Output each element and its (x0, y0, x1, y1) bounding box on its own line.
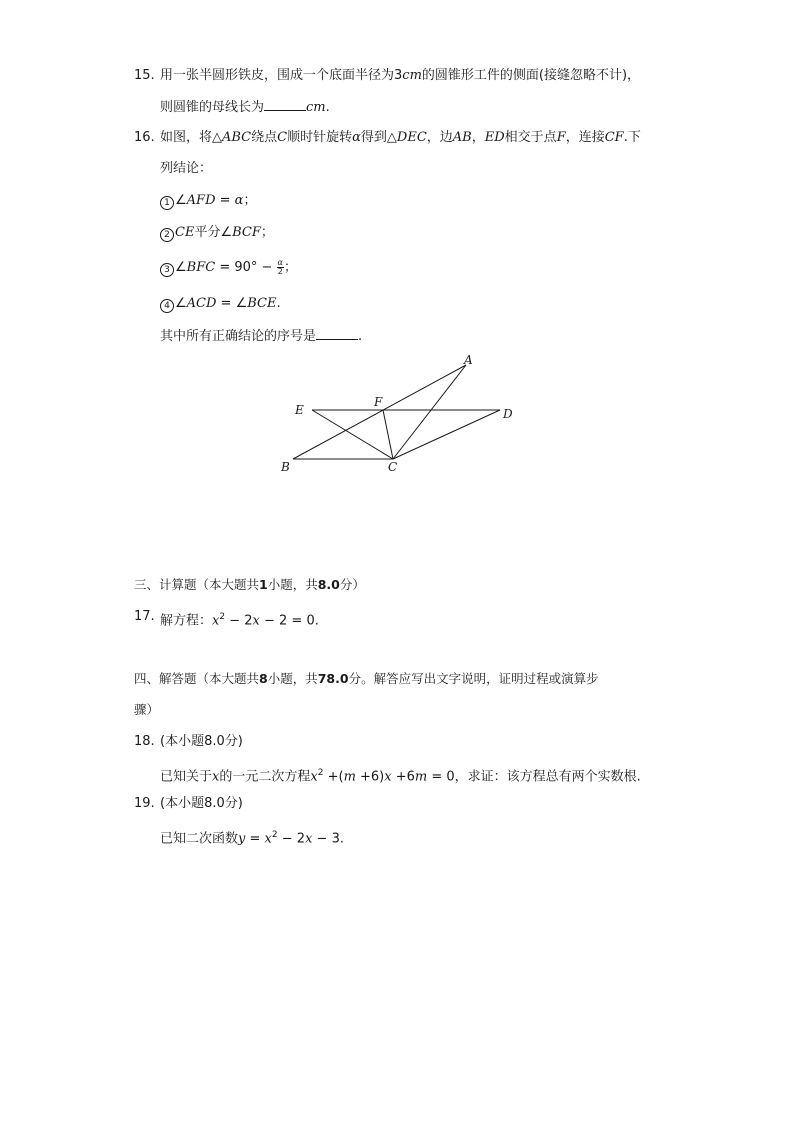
circled-number: 1 (160, 196, 174, 210)
q17-exponent: 2 (219, 612, 226, 622)
c1-part: = (215, 193, 235, 208)
c4-part: . (276, 296, 281, 311)
q18-part: 的一元二次方程 (219, 769, 311, 785)
q15-radius: 3 (394, 68, 403, 83)
q18-exponent: 2 (317, 768, 324, 778)
question-19-number: 19. (134, 796, 155, 811)
q18-part: m (343, 769, 356, 785)
fraction-denominator: 2 (277, 267, 283, 276)
answer-blank (316, 327, 358, 340)
question-18-text (160, 764, 641, 786)
question-16-line-2: 列结论： (160, 161, 213, 176)
q18-part: +6 (391, 769, 415, 785)
q16-text: .下 (623, 130, 641, 145)
question-19-text (160, 826, 344, 848)
c4-part: ∠ (175, 296, 187, 311)
q17-part: 解方程： (160, 613, 213, 629)
question-17-text (160, 608, 319, 630)
label-A: A (464, 353, 473, 367)
c3-part: ∠ (175, 260, 187, 275)
section-3-heading (134, 576, 365, 594)
q17-part: − 2 = 0. (259, 613, 319, 629)
q16-math: AB (452, 130, 472, 145)
conclusion-4 (160, 295, 281, 313)
q16-text: 如图，将△ (160, 130, 222, 145)
q16-math: ED (484, 130, 505, 145)
sec3-count: 1 (259, 577, 268, 592)
sec4-count: 8 (259, 671, 268, 686)
question-19-score: (本小题8.0分) (160, 796, 243, 811)
label-D: D (503, 407, 513, 421)
q15-text: 的圆锥形工件的侧面(接缝忽略不计)， (421, 68, 641, 83)
question-15-line-1 (160, 67, 640, 85)
q18-part: 已知关于 (160, 769, 213, 785)
q19-part: − 3. (312, 831, 344, 847)
c3-part: = 90° − (215, 260, 277, 275)
sec4-part: 四、解答题（本大题共 (134, 671, 260, 686)
q15-text: 用一张半圆形铁皮，围成一个底面半径为 (160, 68, 395, 83)
c1-part: ； (243, 193, 257, 208)
c1-part: α (234, 193, 244, 208)
q16-text: 绕点 (251, 130, 278, 145)
sec3-score: 8.0 (317, 577, 340, 592)
c2-part: BCF (232, 225, 261, 240)
label-C: C (388, 460, 398, 474)
circled-number: 3 (160, 263, 174, 277)
sec4-score: 78.0 (317, 671, 349, 686)
question-15-line-2 (160, 98, 330, 117)
c2-part: CE (175, 225, 195, 240)
conclusion-1 (160, 192, 256, 210)
q16-text: 顺时针旋转 (287, 130, 353, 145)
q16-math: CF (604, 130, 624, 145)
q16-math: F (556, 130, 566, 145)
q16-math: DEC (396, 130, 427, 145)
c1-part: ∠ (175, 193, 187, 208)
q19-part: x (305, 831, 313, 847)
q18-part: x (310, 769, 318, 785)
q19-part: − 2 (277, 831, 306, 847)
q16-text: ，边 (426, 130, 453, 145)
c4-part: = ∠ (216, 296, 248, 311)
sec3-part: 小题，共 (267, 577, 318, 592)
q19-exponent: 2 (271, 830, 278, 840)
fraction (277, 259, 284, 276)
q19-part: = (245, 831, 265, 847)
section-4-heading-cont: 骤） (134, 702, 160, 717)
c2-part: 平分∠ (194, 225, 233, 240)
q15-period: . (325, 100, 330, 115)
sec3-part: 分） (339, 577, 365, 592)
q18-part: x (384, 769, 392, 785)
segment-CA (393, 365, 466, 459)
q18-part: +( (323, 769, 344, 785)
label-E: E (295, 403, 304, 417)
q16-text: ， (471, 130, 485, 145)
question-18-number: 18. (134, 734, 155, 749)
sec4-part: 小题，共 (267, 671, 318, 686)
q17-part: x (212, 613, 220, 629)
c2-part: ； (260, 225, 274, 240)
conclusion-2 (160, 224, 274, 242)
q19-part: y (238, 831, 246, 847)
c3-part: ； (283, 260, 297, 275)
q17-part: x (252, 613, 260, 629)
circled-number: 2 (160, 228, 174, 242)
fraction-numerator: α (277, 258, 283, 267)
q18-part: +6) (355, 769, 385, 785)
q19-part: x (264, 831, 272, 847)
question-15-number: 15. (134, 68, 155, 83)
question-17-number: 17. (134, 609, 155, 624)
q18-part: m (414, 769, 428, 785)
sec4-part: 分。解答应写出文字说明，证明过程或演算步 (348, 671, 599, 686)
q16-text: 相交于点 (504, 130, 557, 145)
segment-EC (312, 410, 393, 459)
question-18-score: (本小题8.0分) (160, 734, 243, 749)
question-16-line-1 (160, 129, 641, 147)
q15-unit: cm (402, 68, 422, 83)
q16-text: ，连接 (565, 130, 605, 145)
q16-math: C (277, 130, 288, 145)
q18-part: = 0，求证：该方程总有两个实数根. (427, 769, 641, 785)
question-16-number: 16. (134, 130, 155, 145)
label-B: B (281, 460, 290, 474)
segment-CF (383, 410, 393, 459)
q16-period: . (358, 329, 363, 344)
segment-BA (293, 365, 466, 459)
q19-part: 已知二次函数 (160, 831, 239, 847)
q18-part: x (212, 769, 220, 785)
circled-number: 4 (160, 299, 174, 313)
q17-part: − 2 (225, 613, 253, 629)
question-16-answer-line (160, 327, 362, 346)
q16-text: 其中所有正确结论的序号是 (160, 329, 317, 344)
q15-text: 则圆锥的母线长为 (160, 100, 265, 115)
answer-blank (264, 98, 306, 111)
q16-math: α (352, 130, 361, 145)
q16-math: ABC (222, 130, 252, 145)
section-4-heading (134, 670, 599, 688)
c3-part: BFC (186, 260, 216, 275)
q15-unit: cm (306, 100, 326, 115)
segment-CD (393, 410, 500, 459)
c1-part: AFD (186, 193, 216, 208)
q16-text: 得到△ (360, 130, 397, 145)
conclusion-3 (160, 259, 297, 277)
c4-part: ACD (186, 296, 217, 311)
c4-part: BCE (247, 296, 277, 311)
label-F: F (374, 395, 383, 409)
sec3-part: 三、计算题（本大题共 (134, 577, 260, 592)
